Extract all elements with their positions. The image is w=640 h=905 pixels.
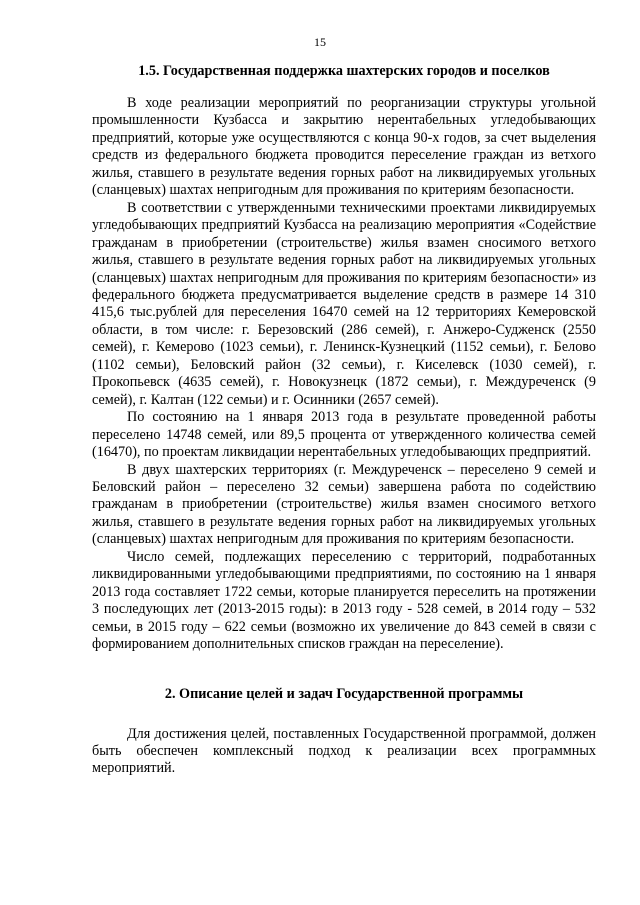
section-heading-2: 2. Описание целей и задач Государственной программы: [164, 685, 524, 702]
paragraph: По состоянию на 1 января 2013 года в результате проведенной работы переселено 14748 семей, или 89,5 процента от утвержденного количества семей (16470), по проектам ликвидации нерентабельных угледобывающих предприятий.: [92, 409, 596, 461]
paragraph: В соответствии с утвержденными техническими проектами ликвидируемых угледобывающих предприятий Кузбасса на реализацию мероприятия «Содействие гражданам в приобретении (строительстве) жилья взамен сносимого ветхого жилья, ставшего в результате ведения горных работ на ликвидируемых угольных (сланцевых) шахтах непригодным для проживания по критериям безопасности» из федерального бюджета предусматривается выделение средств в размере 14 310 415,6 тыс.рублей для переселения 16470 семей на 12 территориях Кемеровской области, в том числе: г. Березовский (286 семей), г. Анжеро-Судженск (2550 семей), г. Кемерово (1023 семьи), г. Ленинск-Кузнецкий (1152 семьи), г. Белово (1102 семьи), Беловский район (32 семьи), г. Киселевск (1030 семей), г. Прокопьевск (4635 семей), г. Новокузнецк (1872 семьи), г. Междуреченск (9 семей), г. Калтан (122 семьи) и г. Осинники (2657 семей).: [92, 199, 596, 408]
section-heading-1-5: 1.5. Государственная поддержка шахтерских городов и поселков: [138, 63, 550, 79]
page-content: [92, 60, 596, 778]
paragraph: Число семей, подлежащих переселению с территорий, подработанных ликвидированными угледобывающими предприятиями, по состоянию на 1 января 2013 года составляет 1722 семьи, которые планируется переселить на протяжении 3 последующих лет (2013-2015 годы): в 2013 году - 528 семей, в 2014 году – 532 семьи, в 2015 году – 622 семьи (возможно их увеличение до 843 семей в связи с формированием дополнительных списков граждан на переселение).: [92, 548, 596, 653]
paragraph: В двух шахтерских территориях (г. Междуреченск – переселено 9 семей и Беловский район – переселено 32 семьи) завершена работа по содействию гражданам в приобретении (строительстве) жилья взамен сносимого ветхого жилья, ставшего в результате ведения горных работ на ликвидируемых угольных (сланцевых) шахтах непригодным для проживания по критериям безопасности.: [92, 461, 596, 548]
paragraph: Для достижения целей, поставленных Государственной программой, должен быть обеспечен комплексный подход к реализации всех программных мероприятий.: [92, 725, 596, 777]
paragraph: В ходе реализации мероприятий по реорганизации структуры угольной промышленности Кузбасса и закрытию нерентабельных угледобывающих предприятий, которые уже осуществляются с конца 90-х годов, за счет выделения средств из федерального бюджета проводится переселение граждан из ветхого жилья, ставшего в результате ведения горных работ на ликвидируемых угольных (сланцевых) шахтах непригодным для проживания по критериям безопасности.: [92, 95, 596, 199]
page-number: 15: [314, 35, 326, 49]
